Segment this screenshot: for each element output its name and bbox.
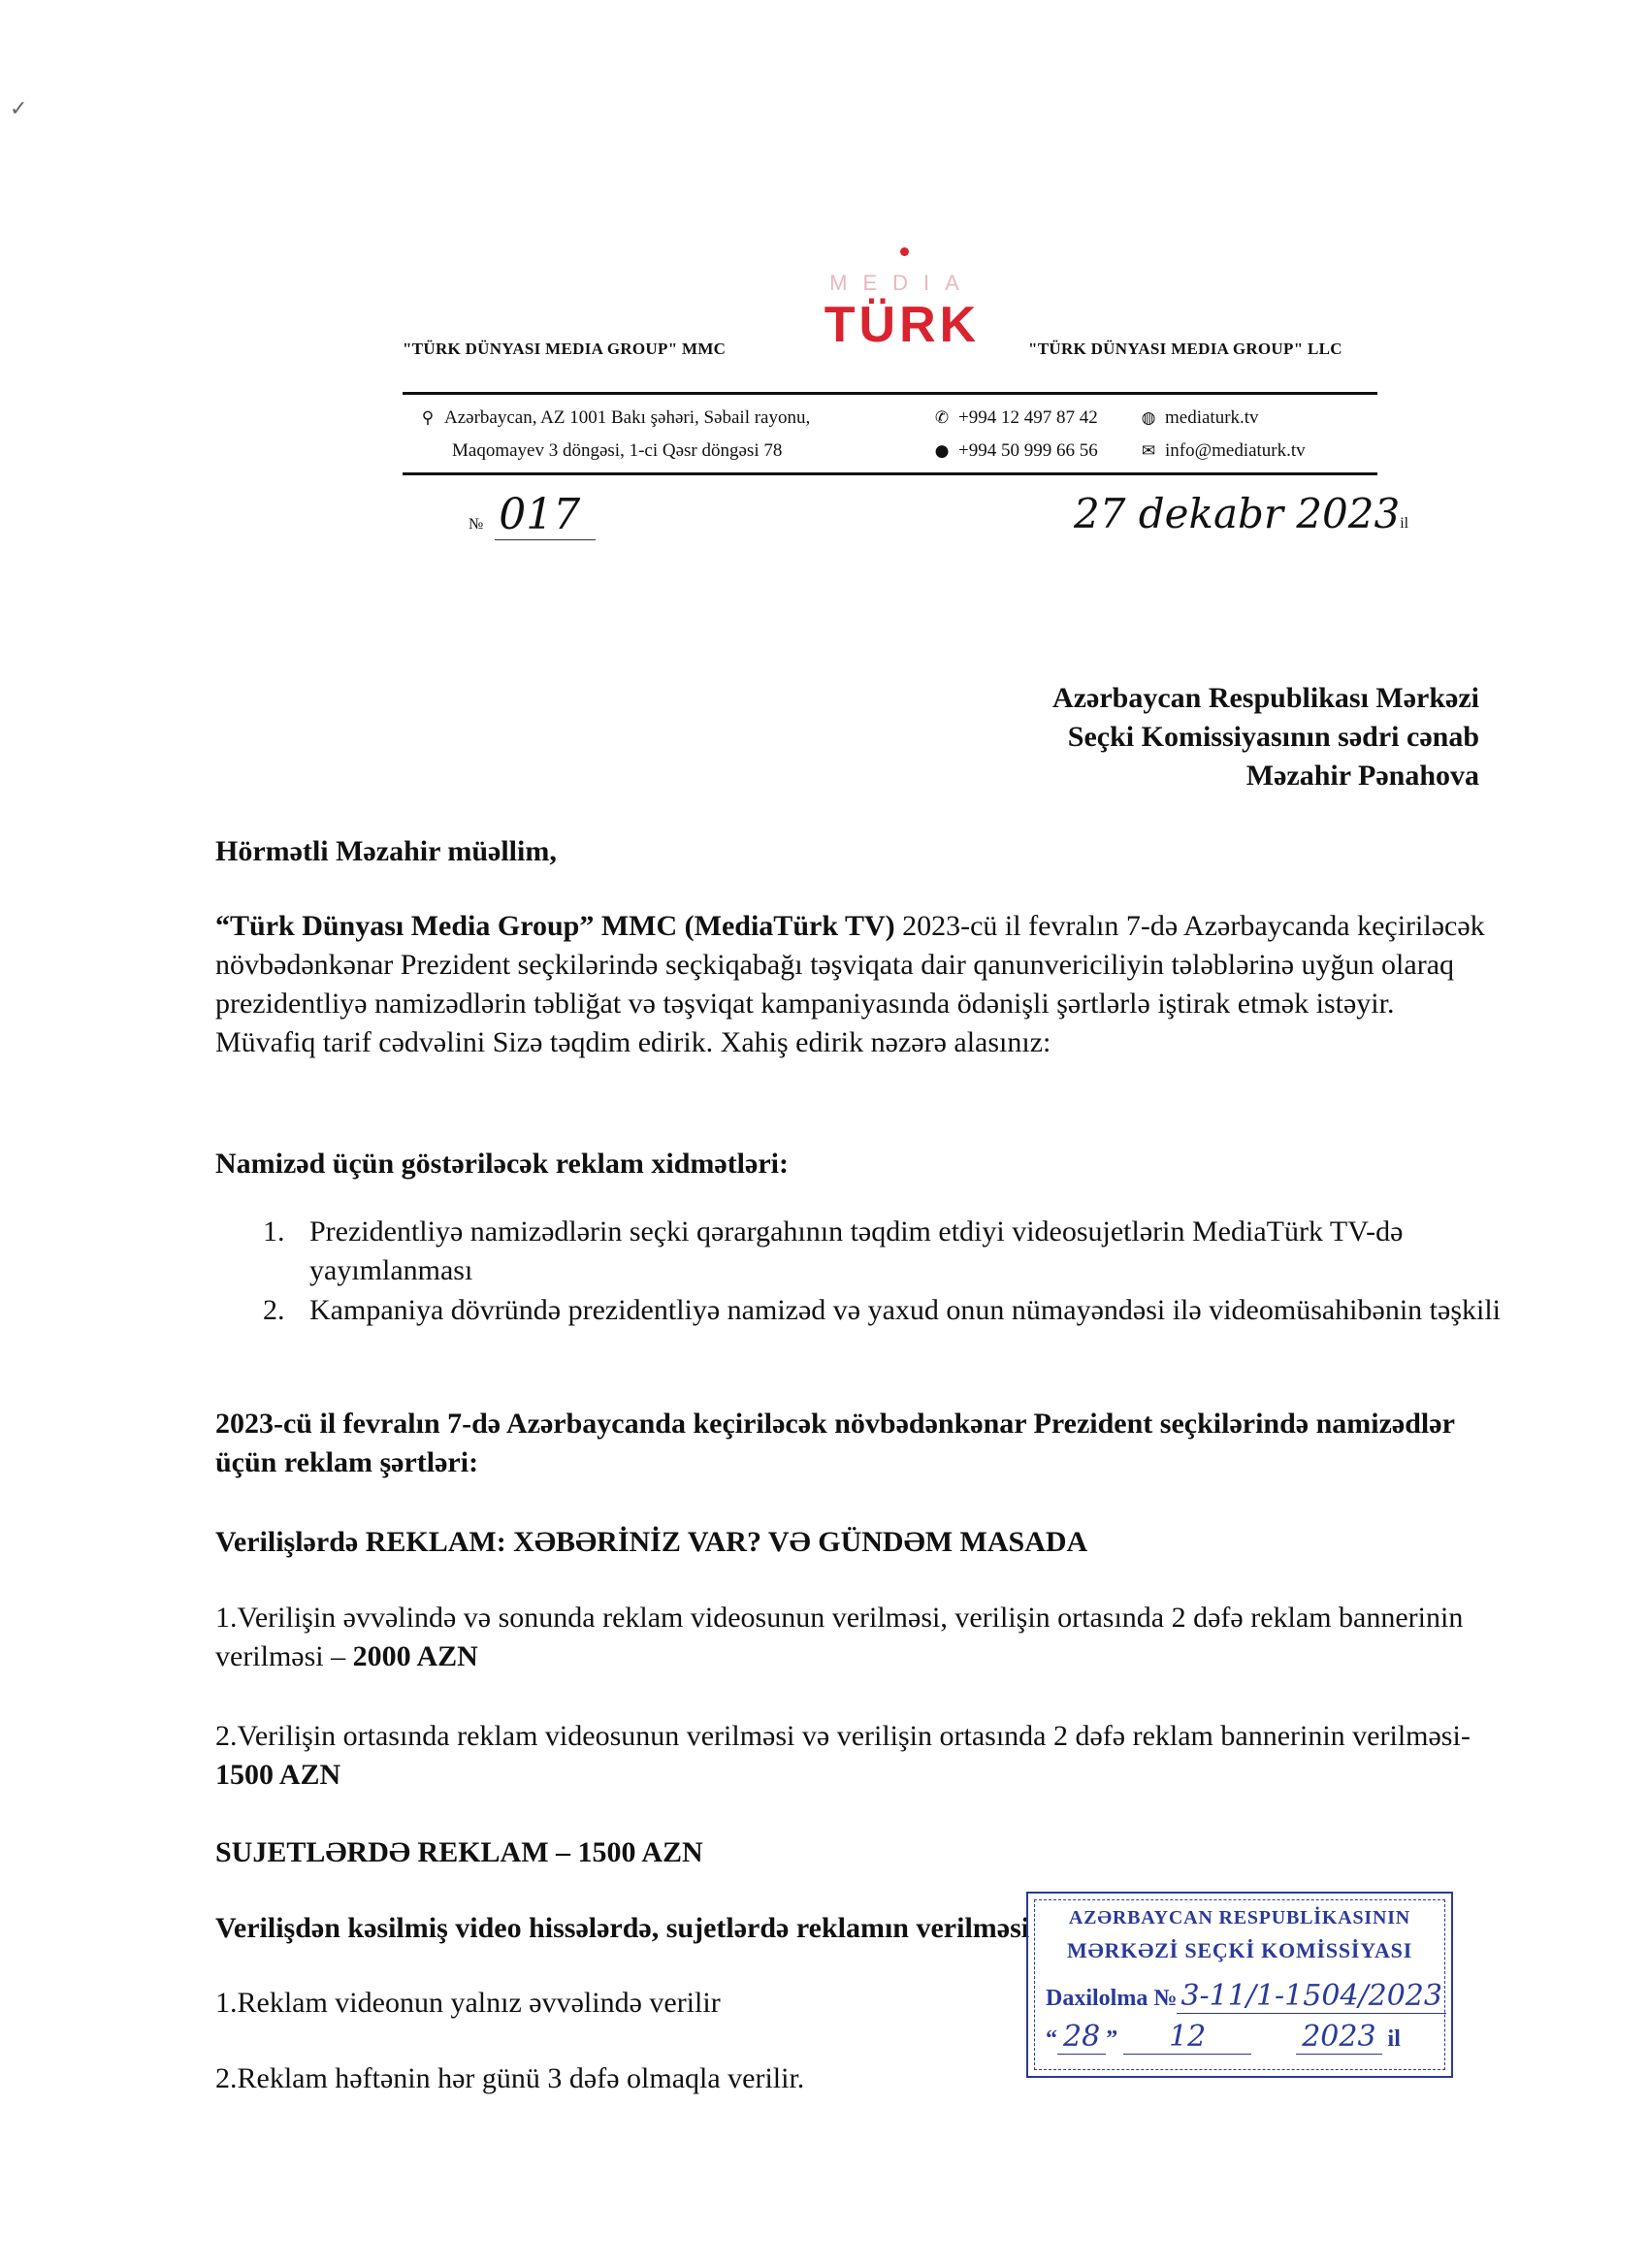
- stamp-line-1: AZƏRBAYCAN RESPUBLİKASININ: [1068, 1907, 1411, 1928]
- offer-1-price: 2000 AZN: [352, 1640, 478, 1672]
- programs-heading: Verilişlərdə REKLAM: XƏBƏRİNİZ VAR? VƏ GÜNDƏM MASADA: [215, 1526, 1088, 1558]
- stamp-date-year: 2023: [1296, 2020, 1381, 2055]
- services-heading: Namizəd üçün göstəriləcək reklam xidmətləri:: [215, 1148, 789, 1180]
- offer-paragraph-2: [215, 1717, 1476, 1795]
- intro-company: “Türk Dünyası Media Group” MMC (MediaTürk TV): [215, 910, 895, 942]
- intro-text: 2023-cü il fevralın 7-də Azərbaycanda keçiriləcək növbədənkənar Prezident seçkilərində seçkiqabağı təşviqata dair qanunvericiliyin tələblərinə uyğun olaraq prezidentliyə namizədlərin təbliğat və təşviqat kampaniyasında ödənişli şərtlərlə iştirak etmək istəyir. Müvafiq tarif cədvəlini Sizə təqdim edirik. Xahiş edirik nəzərə alasınız:: [215, 910, 1485, 1058]
- date-suffix: il: [1400, 515, 1409, 532]
- letterhead-bottom-rule: [403, 472, 1377, 475]
- salutation: Hörmətli Məzahir müəllim,: [215, 835, 557, 867]
- list-text: Prezidentliyə namizədlərin seçki qərargahının təqdim etdiyi videosujetlərin MediaTürk TV-də yayımlanması: [309, 1215, 1404, 1286]
- stamp-date: “ 28 ” 12 2023 il: [1046, 2020, 1401, 2054]
- email-icon: ✉: [1141, 441, 1156, 461]
- address-line-2: Maqomayev 3 döngəsi, 1-ci Qəsr döngəsi 78: [452, 440, 783, 461]
- offer-2-price: 1500 AZN: [215, 1759, 341, 1791]
- mobile-number: +994 50 999 66 56: [958, 440, 1098, 461]
- stamp-reg-label: Daxilolma №: [1046, 1986, 1178, 2011]
- website: mediaturk.tv: [1165, 407, 1259, 428]
- logo-turk-text: TÜRK: [824, 297, 981, 353]
- stamp-reg-number: 3-11/1-1504/2023: [1177, 1979, 1446, 2014]
- phone-number: +994 12 497 87 42: [958, 407, 1098, 428]
- email: info@mediaturk.tv: [1165, 440, 1306, 461]
- web-block: [1140, 402, 1306, 468]
- addressee-block: [1052, 679, 1479, 795]
- document-date: [1074, 490, 1408, 537]
- cut-item-1: 1.Reklam videonun yalnız əvvəlində verilir: [215, 1987, 721, 2019]
- mediaturk-logo: [815, 238, 989, 364]
- stamp-date-month: 12: [1123, 2020, 1251, 2055]
- list-number: 1.: [263, 1215, 285, 1247]
- offer-2-text: 2.Verilişin ortasında reklam videosunun verilməsi və verilişin ortasında 2 dəfə reklam bannerinin verilməsi-: [215, 1720, 1471, 1752]
- logo-dot: [900, 247, 909, 256]
- stamp-date-suffix: il: [1387, 2026, 1401, 2052]
- number-prefix: №: [469, 516, 484, 533]
- list-item: [257, 1291, 1522, 1330]
- stamp-registration: [1046, 1979, 1446, 2013]
- company-name-az: "TÜRK DÜNYASI MEDIA GROUP" MMC: [403, 340, 727, 358]
- cut-video-heading: Verilişdən kəsilmiş video hissələrdə, sujetlərdə reklamın verilməsi: [215, 1912, 1030, 1944]
- letterhead-top-rule: [403, 392, 1377, 395]
- offer-1-text: 1.Verilişin əvvəlində və sonunda reklam videosunun verilməsi, verilişin ortasında 2 dəfə reklam bannerinin verilməsi –: [215, 1602, 1464, 1672]
- logo-media-text: MEDIA: [829, 271, 975, 295]
- location-pin-icon: ⚲: [421, 408, 435, 428]
- stamp-line-2: MƏRKƏZİ SEÇKİ KOMİSSİYASI: [1066, 1938, 1413, 1962]
- phone-block: [933, 402, 1098, 468]
- address-line-1: Azərbaycan, AZ 1001 Bakı şəhəri, Səbail rayonu,: [444, 407, 811, 428]
- registration-stamp: [1026, 1892, 1453, 2078]
- stamp-date-day: 28: [1057, 2020, 1106, 2055]
- document-number: [469, 490, 596, 540]
- cut-item-2: 2.Reklam həftənin hər günü 3 dəfə olmaqla verilir.: [215, 2062, 805, 2094]
- whatsapp-icon: ●: [934, 441, 950, 461]
- addressee-line-3: Məzahir Pənahova: [1245, 760, 1479, 792]
- list-item: [257, 1213, 1522, 1290]
- list-text: Kampaniya dövründə prezidentliyə namizəd və yaxud onun nümayəndəsi ilə videomüsahibənin təşkili: [309, 1294, 1501, 1326]
- number-handwritten: 017: [495, 490, 596, 540]
- sujet-heading: SUJETLƏRDƏ REKLAM – 1500 AZN: [215, 1836, 703, 1868]
- intro-paragraph: [215, 907, 1486, 1062]
- date-handwritten: 27 dekabr 2023: [1074, 490, 1401, 537]
- margin-checkmark: ✓: [10, 97, 28, 121]
- company-name-en: "TÜRK DÜNYASI MEDIA GROUP" LLC: [1028, 340, 1342, 358]
- addressee-line-1: Azərbaycan Respublikası Mərkəzi: [1052, 682, 1479, 714]
- services-list: [257, 1213, 1522, 1331]
- offer-paragraph-1: [215, 1599, 1476, 1676]
- addressee-line-2: Seçki Komissiyasının sədri cənab: [1067, 721, 1479, 753]
- address-block: [419, 402, 810, 468]
- conditions-heading: 2023-cü il fevralın 7-də Azərbaycanda keçiriləcək növbədənkənar Prezident seçkilərində namizədlər üçün reklam şərtləri:: [215, 1408, 1455, 1478]
- phone-icon: ✆: [934, 408, 950, 428]
- list-number: 2.: [263, 1294, 285, 1326]
- globe-icon: ◍: [1141, 408, 1156, 428]
